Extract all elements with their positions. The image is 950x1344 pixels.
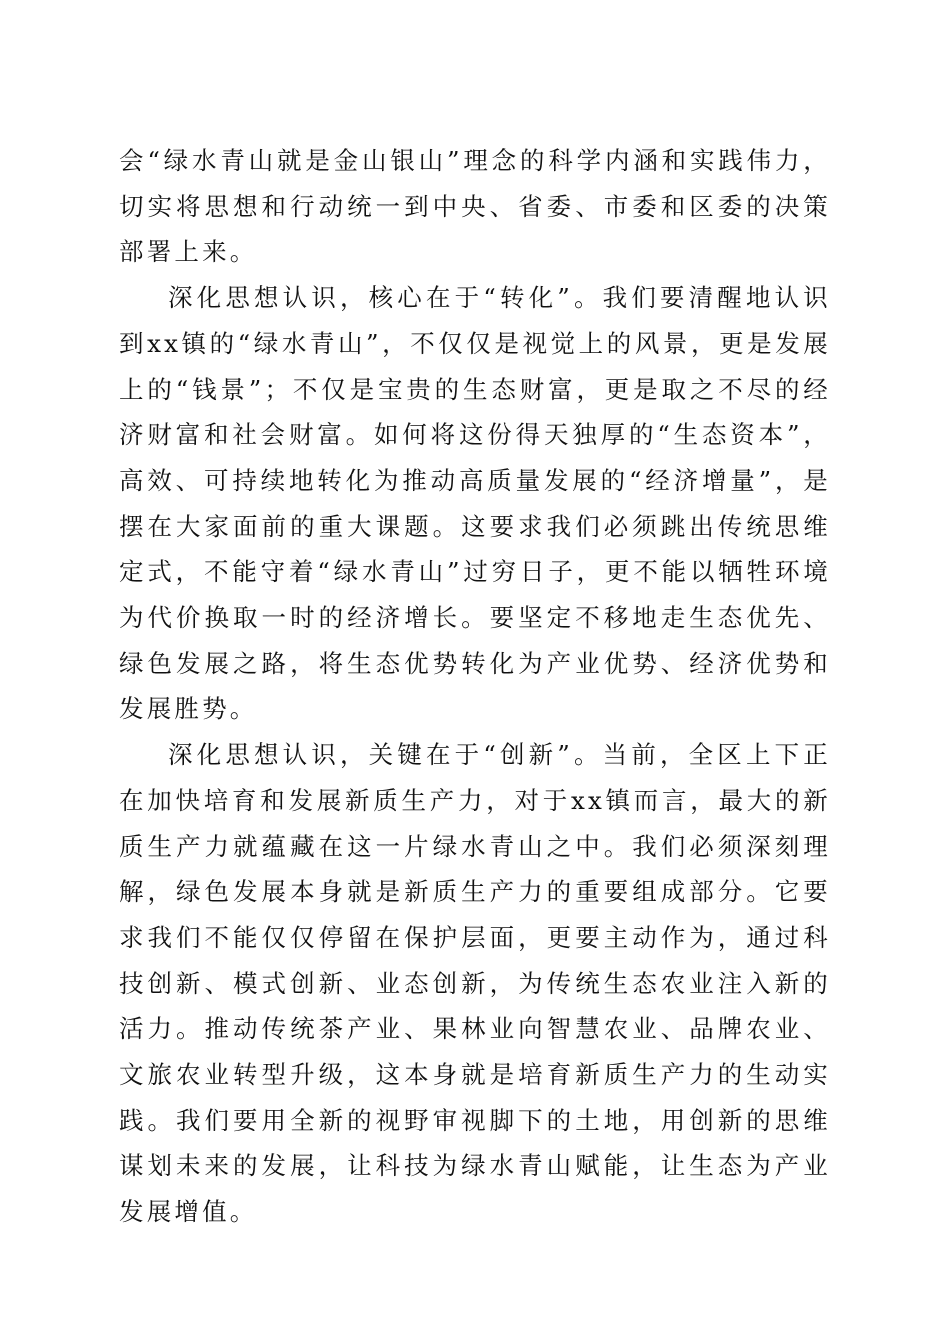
paragraph-innovation: 深化思想认识，关键在于“创新”。当前，全区上下正在加快培育和发展新质生产力，对于xx镇而言，最大的新质生产力就蕴藏在这一片绿水青山之中。我们必须深刻理解，绿色发展本身就是新质生产力的重要组成部分。它要求我们不能仅仅停留在保护层面，更要主动作为，通过科技创新、模式创新、业态创新，为传统生态农业注入新的活力。推动传统茶产业、果林业向智慧农业、品牌农业、文旅农业转型升级，这本身就是培育新质生产力的生动实践。我们要用全新的视野审视脚下的土地，用创新的思维谋划未来的发展，让科技为绿水青山赋能，让生态为产业发展增值。	[119, 740, 831, 1227]
document-body	[119, 138, 831, 1235]
paragraph-continuation: 会“绿水青山就是金山银山”理念的科学内涵和实践伟力，切实将思想和行动统一到中央、省委、市委和区委的决策部署上来。	[119, 146, 831, 267]
paragraph-transformation: 深化思想认识，核心在于“转化”。我们要清醒地认识到xx镇的“绿水青山”，不仅仅是视觉上的风景，更是发展上的“钱景”；不仅是宝贵的生态财富，更是取之不尽的经济财富和社会财富。如何将这份得天独厚的“生态资本”，高效、可持续地转化为推动高质量发展的“经济增量”，是摆在大家面前的重大课题。这要求我们必须跳出传统思维定式，不能守着“绿水青山”过穷日子，更不能以牺牲环境为代价换取一时的经济增长。要坚定不移地走生态优先、绿色发展之路，将生态优势转化为产业优势、经济优势和发展胜势。	[119, 283, 831, 724]
